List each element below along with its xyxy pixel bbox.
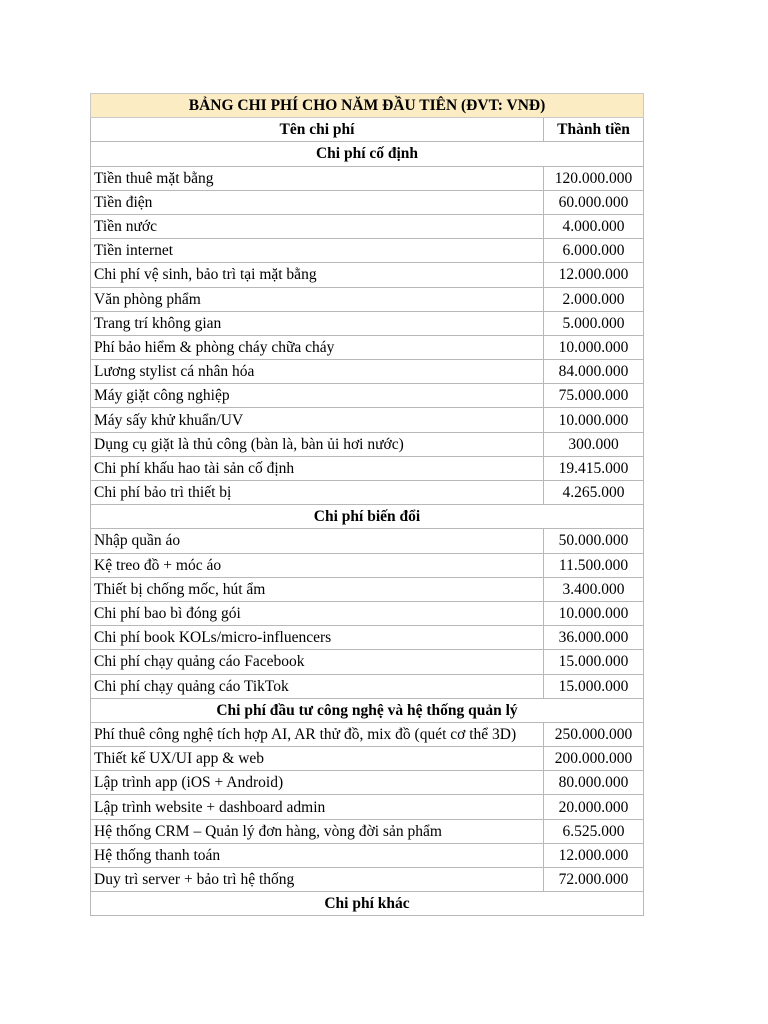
table-row bbox=[91, 747, 644, 771]
table-row bbox=[91, 674, 644, 698]
section-header-row bbox=[91, 142, 644, 166]
cost-amount-cell: 11.500.000 bbox=[544, 553, 644, 577]
cost-name-cell: Phí thuê công nghệ tích hợp AI, AR thử đồ, mix đồ (quét cơ thể 3D) bbox=[91, 722, 544, 746]
table-title-row bbox=[91, 94, 644, 118]
table-row bbox=[91, 577, 644, 601]
table-row bbox=[91, 166, 644, 190]
cost-name-cell: Nhập quần áo bbox=[91, 529, 544, 553]
table-row bbox=[91, 553, 644, 577]
section-label: Chi phí biến đổi bbox=[91, 505, 644, 529]
cost-name-cell: Máy giặt công nghiệp bbox=[91, 384, 544, 408]
cost-name-cell: Tiền internet bbox=[91, 239, 544, 263]
cost-amount-cell: 36.000.000 bbox=[544, 626, 644, 650]
table-row bbox=[91, 650, 644, 674]
table-row bbox=[91, 819, 644, 843]
cost-name-cell: Chi phí book KOLs/micro-influencers bbox=[91, 626, 544, 650]
cost-amount-cell: 12.000.000 bbox=[544, 263, 644, 287]
column-header-amount: Thành tiền bbox=[544, 118, 644, 142]
cost-amount-cell: 120.000.000 bbox=[544, 166, 644, 190]
cost-amount-cell: 19.415.000 bbox=[544, 456, 644, 480]
section-label: Chi phí khác bbox=[91, 892, 644, 916]
cost-amount-cell: 10.000.000 bbox=[544, 601, 644, 625]
table-row bbox=[91, 214, 644, 238]
table-row bbox=[91, 408, 644, 432]
cost-name-cell: Chi phí chạy quảng cáo Facebook bbox=[91, 650, 544, 674]
cost-amount-cell: 10.000.000 bbox=[544, 335, 644, 359]
cost-name-cell: Tiền nước bbox=[91, 214, 544, 238]
cost-name-cell: Lập trình app (iOS + Android) bbox=[91, 771, 544, 795]
cost-amount-cell: 4.000.000 bbox=[544, 214, 644, 238]
cost-amount-cell: 250.000.000 bbox=[544, 722, 644, 746]
cost-amount-cell: 300.000 bbox=[544, 432, 644, 456]
cost-amount-cell: 3.400.000 bbox=[544, 577, 644, 601]
cost-name-cell: Hệ thống CRM – Quản lý đơn hàng, vòng đời sản phẩm bbox=[91, 819, 544, 843]
section-header-row bbox=[91, 505, 644, 529]
cost-name-cell: Chi phí chạy quảng cáo TikTok bbox=[91, 674, 544, 698]
table-row bbox=[91, 384, 644, 408]
cost-amount-cell: 84.000.000 bbox=[544, 360, 644, 384]
cost-amount-cell: 4.265.000 bbox=[544, 481, 644, 505]
table-body bbox=[91, 142, 644, 916]
table-row bbox=[91, 601, 644, 625]
table-title: BẢNG CHI PHÍ CHO NĂM ĐẦU TIÊN (ĐVT: VNĐ) bbox=[91, 94, 644, 118]
section-header-row bbox=[91, 698, 644, 722]
cost-name-cell: Tiền điện bbox=[91, 190, 544, 214]
cost-amount-cell: 2.000.000 bbox=[544, 287, 644, 311]
cost-name-cell: Hệ thống thanh toán bbox=[91, 843, 544, 867]
cost-name-cell: Thiết kế UX/UI app & web bbox=[91, 747, 544, 771]
cost-amount-cell: 60.000.000 bbox=[544, 190, 644, 214]
cost-amount-cell: 6.000.000 bbox=[544, 239, 644, 263]
cost-name-cell: Chi phí bao bì đóng gói bbox=[91, 601, 544, 625]
cost-table bbox=[90, 93, 644, 916]
cost-name-cell: Thiết bị chống mốc, hút ẩm bbox=[91, 577, 544, 601]
cost-amount-cell: 15.000.000 bbox=[544, 674, 644, 698]
table-row bbox=[91, 529, 644, 553]
table-row bbox=[91, 795, 644, 819]
table-row bbox=[91, 360, 644, 384]
cost-amount-cell: 6.525.000 bbox=[544, 819, 644, 843]
cost-amount-cell: 12.000.000 bbox=[544, 843, 644, 867]
table-header-row bbox=[91, 118, 644, 142]
table-row bbox=[91, 843, 644, 867]
section-label: Chi phí đầu tư công nghệ và hệ thống quản lý bbox=[91, 698, 644, 722]
cost-amount-cell: 20.000.000 bbox=[544, 795, 644, 819]
cost-name-cell: Chi phí bảo trì thiết bị bbox=[91, 481, 544, 505]
cost-name-cell: Duy trì server + bảo trì hệ thống bbox=[91, 868, 544, 892]
cost-name-cell: Dụng cụ giặt là thủ công (bàn là, bàn ủi hơi nước) bbox=[91, 432, 544, 456]
cost-amount-cell: 10.000.000 bbox=[544, 408, 644, 432]
cost-amount-cell: 80.000.000 bbox=[544, 771, 644, 795]
cost-table-container bbox=[90, 93, 643, 916]
cost-name-cell: Phí bảo hiểm & phòng cháy chữa cháy bbox=[91, 335, 544, 359]
table-row bbox=[91, 432, 644, 456]
cost-name-cell: Chi phí vệ sinh, bảo trì tại mặt bằng bbox=[91, 263, 544, 287]
table-row bbox=[91, 190, 644, 214]
cost-amount-cell: 50.000.000 bbox=[544, 529, 644, 553]
table-row bbox=[91, 335, 644, 359]
cost-amount-cell: 5.000.000 bbox=[544, 311, 644, 335]
cost-name-cell: Chi phí khấu hao tài sản cố định bbox=[91, 456, 544, 480]
cost-amount-cell: 15.000.000 bbox=[544, 650, 644, 674]
cost-amount-cell: 72.000.000 bbox=[544, 868, 644, 892]
table-row bbox=[91, 239, 644, 263]
table-row bbox=[91, 626, 644, 650]
cost-name-cell: Lương stylist cá nhân hóa bbox=[91, 360, 544, 384]
cost-name-cell: Tiền thuê mặt bằng bbox=[91, 166, 544, 190]
cost-name-cell: Kệ treo đồ + móc áo bbox=[91, 553, 544, 577]
cost-amount-cell: 200.000.000 bbox=[544, 747, 644, 771]
table-row bbox=[91, 722, 644, 746]
section-label: Chi phí cố định bbox=[91, 142, 644, 166]
table-row bbox=[91, 311, 644, 335]
table-row bbox=[91, 456, 644, 480]
cost-name-cell: Văn phòng phẩm bbox=[91, 287, 544, 311]
table-row bbox=[91, 868, 644, 892]
cost-name-cell: Lập trình website + dashboard admin bbox=[91, 795, 544, 819]
table-row bbox=[91, 481, 644, 505]
table-row bbox=[91, 771, 644, 795]
section-header-row bbox=[91, 892, 644, 916]
column-header-name: Tên chi phí bbox=[91, 118, 544, 142]
cost-name-cell: Máy sấy khử khuẩn/UV bbox=[91, 408, 544, 432]
table-row bbox=[91, 287, 644, 311]
cost-name-cell: Trang trí không gian bbox=[91, 311, 544, 335]
cost-amount-cell: 75.000.000 bbox=[544, 384, 644, 408]
table-row bbox=[91, 263, 644, 287]
